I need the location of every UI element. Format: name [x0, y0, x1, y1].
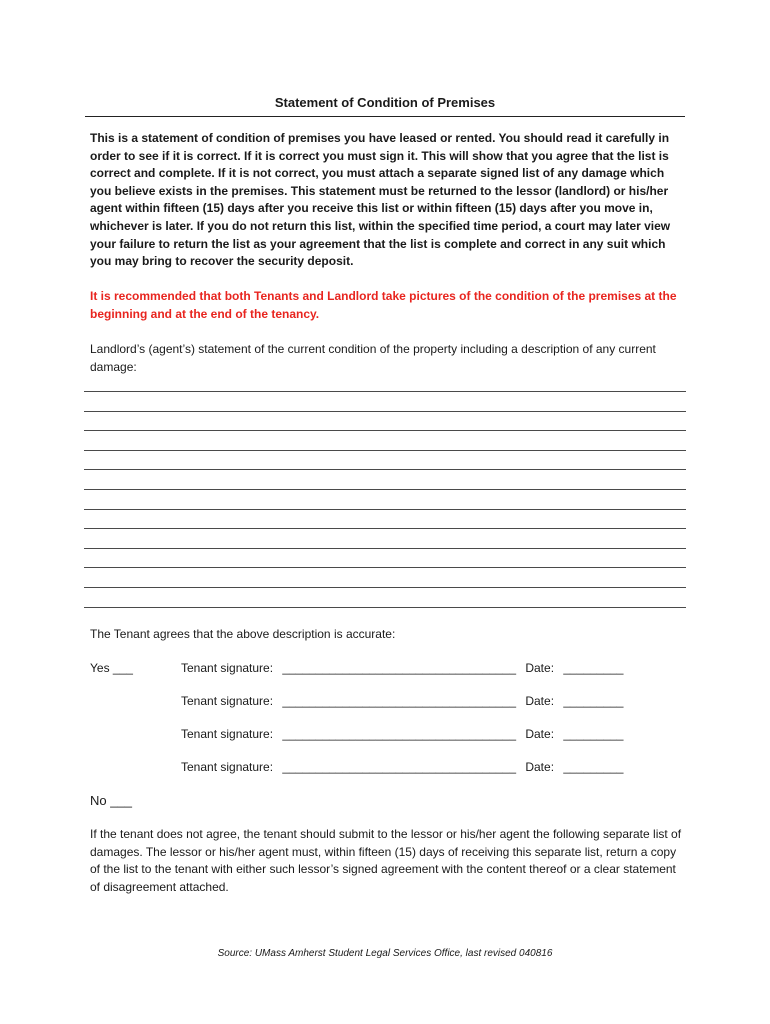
signature-label: Tenant signature: — [181, 760, 274, 774]
signature-field[interactable]: ___________________________________ — [282, 760, 516, 774]
write-in-line[interactable] — [84, 567, 686, 568]
write-in-line[interactable] — [84, 489, 686, 490]
write-in-line[interactable] — [84, 469, 686, 470]
date-label: Date: — [525, 727, 555, 741]
signature-field[interactable]: ___________________________________ — [282, 727, 516, 741]
write-in-line[interactable] — [84, 607, 686, 608]
write-in-line[interactable] — [84, 430, 686, 431]
damage-description-lines — [84, 391, 686, 626]
write-in-line[interactable] — [84, 450, 686, 451]
date-label: Date: — [525, 661, 555, 675]
landlord-statement-label: Landlord’s (agent’s) statement of the current condition of the property including a description of any current damage: — [90, 342, 656, 374]
source-footer: Source: UMass Amherst Student Legal Services Office, last revised 040816 — [217, 948, 553, 959]
tenant-signature-row — [181, 760, 629, 774]
write-in-line[interactable] — [84, 391, 686, 392]
signature-label: Tenant signature: — [181, 661, 274, 675]
tenant-signature-row — [181, 727, 629, 741]
signature-label: Tenant signature: — [181, 694, 274, 708]
date-label: Date: — [525, 760, 555, 774]
tenant-signature-row — [181, 661, 629, 675]
signature-label: Tenant signature: — [181, 727, 274, 741]
date-field[interactable]: _________ — [563, 760, 624, 774]
date-field[interactable]: _________ — [563, 694, 624, 708]
write-in-line[interactable] — [84, 528, 686, 529]
write-in-line[interactable] — [84, 509, 686, 510]
write-in-line[interactable] — [84, 587, 686, 588]
intro-paragraph: This is a statement of condition of premises you have leased or rented. You should read it carefully in order to see if it is correct. If it is correct you must sign it. This will show that you agree that the list is correct and complete. If it is not correct, you must attach a separate signed list of any damage which you believe exists in the premises. This statement must be returned to the lessor (landlord) or his/her agent within fifteen (15) days after you receive this list or within fifteen (15) days after you move in, whichever is later. If you do not return this list, within the specified time period, a court may later view your failure to return the list as your agreement that the list is complete and correct in any suit which you may bring to recover the security deposit. — [90, 131, 671, 269]
yes-option[interactable]: Yes ___ — [90, 661, 133, 675]
title-divider — [85, 116, 685, 117]
disagreement-instructions: If the tenant does not agree, the tenant should submit to the lessor or his/her agent the following separate list of damages. The lessor or his/her agent must, within fifteen (15) days of receiving this separate list, return a copy of the list to the tenant with either such lessor’s signed agreement with the content thereof or a clear statement of disagreement attached. — [90, 827, 682, 894]
page-title: Statement of Condition of Premises — [274, 95, 496, 110]
date-label: Date: — [525, 694, 555, 708]
signature-field[interactable]: ___________________________________ — [282, 661, 516, 675]
tenant-signature-row — [181, 694, 629, 708]
photo-recommendation-warning: It is recommended that both Tenants and Landlord take pictures of the condition of the premises at the beginning and at the end of the tenancy. — [90, 289, 677, 321]
date-field[interactable]: _________ — [563, 727, 624, 741]
date-field[interactable]: _________ — [563, 661, 624, 675]
no-option[interactable]: No ___ — [90, 793, 132, 808]
signature-field[interactable]: ___________________________________ — [282, 694, 516, 708]
tenant-agreement-label: The Tenant agrees that the above description is accurate: — [90, 627, 396, 641]
write-in-line[interactable] — [84, 411, 686, 412]
write-in-line[interactable] — [84, 548, 686, 549]
